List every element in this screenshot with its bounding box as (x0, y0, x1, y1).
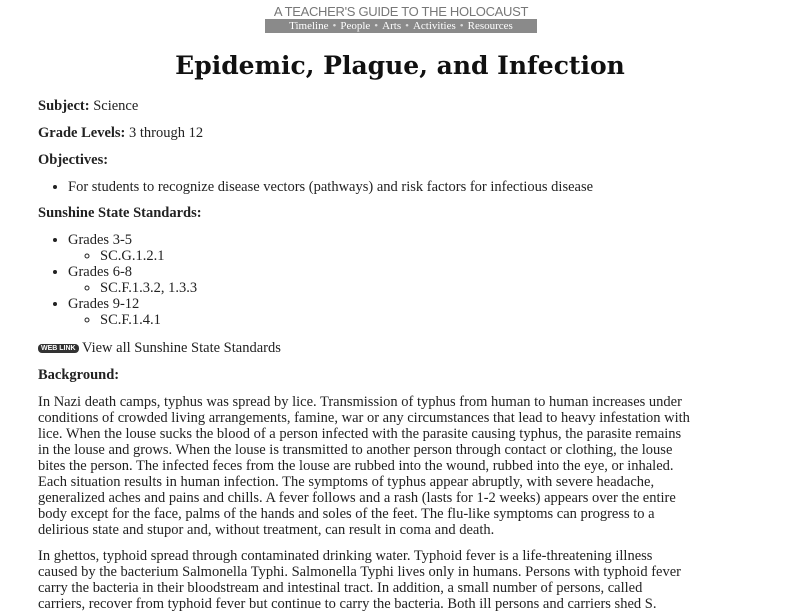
paragraph-line: Each situation results in human infection. The symptoms of typhus appear abruptly, with severe headache, (38, 474, 655, 490)
objective-item: • For students to recognize disease vectors (pathways) and risk factors for infectious disease (68, 179, 788, 195)
standard-code: ◦ SC.F.1.4.1 (100, 312, 788, 328)
main-content (38, 98, 788, 612)
paragraph-line: In ghettos, typhoid spread through contaminated drinking water. Typhoid fever is a life-threatening illness (38, 548, 653, 564)
paragraph-line: conditions of crowded living arrangements, famine, war or any circumstances that lead to heavy infestation with (38, 410, 690, 426)
subject-label: Subject: (38, 98, 90, 114)
paragraph-line: body except for the face, palms of the hands and soles of the feet. The flu-like symptoms can progress to a (38, 506, 655, 522)
standard-code: ◦ SC.F.1.3.2, 1.3.3 (100, 280, 788, 296)
paragraph-line: caused by the bacterium Salmonella Typhi. Salmonella Typhi lives only in humans. Persons with typhoid fever (38, 564, 681, 580)
page-title: Epidemic, Plague, and Infection (175, 51, 625, 80)
nav-arts[interactable]: Arts (382, 20, 402, 32)
nav-timeline[interactable]: Timeline (289, 20, 329, 32)
web-link-icon: WEB LINK (38, 344, 79, 353)
subject-value: Science (93, 98, 139, 114)
nav-resources[interactable]: Resources (467, 20, 513, 32)
background-heading: Background: (38, 367, 120, 383)
grade-value: 3 through 12 (129, 125, 204, 141)
paragraph-line: carriers, recover from typhoid fever but continue to carry the bacteria. Both ill persons and carriers shed S. (38, 596, 657, 612)
paragraph-line: in the louse and grows. When the louse is transmitted to another person through contact or clothing, the louse (38, 442, 673, 458)
standard-grade: • Grades 9-12 ◦ SC.F.1.4.1 (68, 296, 788, 328)
top-nav: Timeline • People • Arts • Activities • Resources (265, 19, 537, 33)
site-title: A TEACHER'S GUIDE TO THE HOLOCAUST (273, 4, 529, 19)
paragraph-line: generalized aches and pains and chills. A fever follows and a rash (lasts for 1-2 weeks) appears over the entire (38, 490, 676, 506)
paragraph-line: lice. When the louse sucks the blood of a person infected with the parasite causing typhus, the parasite remains (38, 426, 682, 442)
nav-activities[interactable]: Activities (412, 20, 456, 32)
standard-code: ◦ SC.G.1.2.1 (100, 248, 788, 264)
paragraph-line: carry the bacteria in their bloodstream and intestinal tract. In addition, a small number of persons, called (38, 580, 643, 596)
standards-heading: Sunshine State Standards: (38, 205, 202, 221)
standard-grade: • Grades 3-5 ◦ SC.G.1.2.1 (68, 232, 788, 264)
grade-label: Grade Levels: (38, 125, 126, 141)
background-paragraph-2 (38, 548, 788, 612)
standard-grade: • Grades 6-8 ◦ SC.F.1.3.2, 1.3.3 (68, 264, 788, 296)
paragraph-line: In Nazi death camps, typhus was spread by lice. Transmission of typhus from human to human increases under (38, 394, 682, 410)
background-paragraph-1 (38, 394, 788, 538)
standards-list (38, 232, 788, 328)
view-standards-link[interactable]: View all Sunshine State Standards (81, 340, 281, 356)
paragraph-line: delirious state and stupor and, without treatment, can result in coma and death. (38, 522, 495, 538)
site-banner (265, 4, 537, 33)
objectives-heading: Objectives: (38, 152, 109, 168)
paragraph-line: bites the person. The infected feces from the louse are rubbed into the wound, rubbed into the eye, or inhaled. (38, 458, 674, 474)
nav-people[interactable]: People (340, 20, 371, 32)
